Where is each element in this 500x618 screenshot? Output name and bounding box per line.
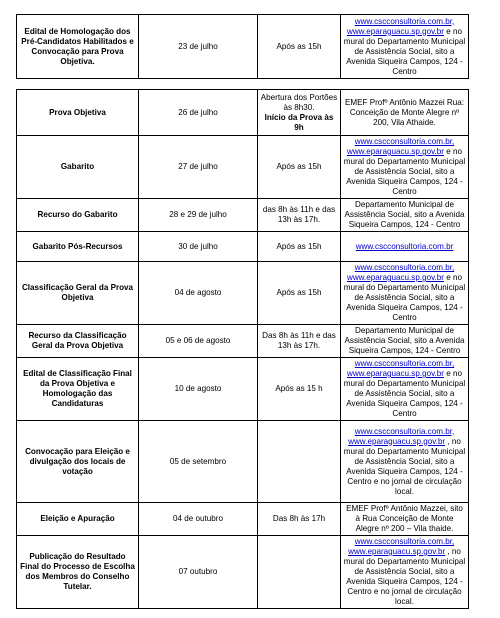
table-row <box>17 503 469 536</box>
eparaguacu-link[interactable]: www.eparaguacu.sp.gov.br <box>346 273 444 282</box>
eparaguacu-link[interactable]: www.eparaguacu.sp.gov.br <box>348 547 446 556</box>
time-cell: Após as 15h <box>258 262 341 325</box>
event-cell: Publicação do Resultado Final do Processo de Escolha dos Membros do Conselho Tutelar. <box>17 536 139 609</box>
date-cell: 10 de agosto <box>139 358 258 421</box>
event-cell: Classificação Geral da Prova Objetiva <box>17 262 139 325</box>
place-text: , no mural do Departamento Municipal de Assistência Social, sito a Avenida Siqueira Campos, 124 - Centro e no jornal de circulação local. <box>343 547 466 606</box>
eparaguacu-link[interactable]: www.eparaguacu.sp.gov.br <box>346 147 444 156</box>
time-cell: das 8h às 11h e das 13h às 17h. <box>258 199 341 232</box>
event-cell: Edital de Classificação Final da Prova Objetiva e Homologação das Candidaturas <box>17 358 139 421</box>
time-cell: Após as 15h <box>258 15 341 79</box>
time-text: Abertura dos Portões às 8h30. <box>260 92 338 112</box>
table-row <box>17 15 469 79</box>
place-cell: EMEF Profº Antônio Mazzei, sito à Rua Conceição de Monte Alegre nº 200 – Vila thaide. <box>341 503 469 536</box>
cscconsultoria-link[interactable]: www.cscconsultoria.com.br, <box>354 137 455 146</box>
cscconsultoria-link[interactable]: www.cscconsultoria.com.br, <box>354 426 455 436</box>
place-cell <box>341 358 469 421</box>
date-cell: 05 e 06 de agosto <box>139 325 258 358</box>
table-row <box>17 262 469 325</box>
time-cell <box>258 421 341 503</box>
date-cell: 04 de agosto <box>139 262 258 325</box>
date-cell: 04 de outubro <box>139 503 258 536</box>
time-cell <box>258 536 341 609</box>
schedule-table-top <box>16 14 469 79</box>
date-cell: 07 outubro <box>139 536 258 609</box>
place-text: e no mural do Departamento Municipal de Assistência Social, sito a Avenida Siqueira Campos, 124 - Centro <box>343 26 466 76</box>
eparaguacu-link[interactable]: www.eparaguacu.sp.gov.br <box>346 369 444 378</box>
place-cell <box>341 262 469 325</box>
table-row <box>17 421 469 503</box>
table-row <box>17 358 469 421</box>
time-cell: Das 8h às 17h <box>258 503 341 536</box>
event-cell: Gabarito <box>17 136 139 199</box>
event-cell: Gabarito Pós-Recursos <box>17 232 139 262</box>
date-cell: 27 de julho <box>139 136 258 199</box>
place-cell: Departamento Municipal de Assistência Social, sito a Avenida Siqueira Campos, 124 - Centro <box>341 199 469 232</box>
date-cell: 26 de julho <box>139 90 258 136</box>
cscconsultoria-link[interactable]: www.cscconsultoria.com.br, <box>354 263 455 272</box>
place-text: e no mural do Departamento Municipal de Assistência Social, sito a Avenida Siqueira Campos, 124 - Centro <box>343 369 466 418</box>
date-cell: 05 de setembro <box>139 421 258 503</box>
table-row <box>17 536 469 609</box>
event-cell: Recurso do Gabarito <box>17 199 139 232</box>
date-cell: 28 e 29 de julho <box>139 199 258 232</box>
place-text: e no mural do Departamento Municipal de Assistência Social, sito a Avenida Siqueira Campos, 124 - Centro <box>343 147 466 196</box>
place-cell: EMEF Profº Antônio Mazzei Rua: Conceição de Monte Alegre nº 200, Vila Athaide. <box>341 90 469 136</box>
schedule-table-main <box>16 89 469 609</box>
event-cell: Recurso da Classificação Geral da Prova Objetiva <box>17 325 139 358</box>
time-bold-text: Início da Prova às 9h <box>264 112 334 132</box>
time-cell: Após as 15h <box>258 232 341 262</box>
place-text: e no mural do Departamento Municipal de Assistência Social, sito a Avenida Siqueira Campos, 124 - Centro <box>343 273 466 322</box>
table-row <box>17 90 469 136</box>
event-cell: Eleição e Apuração <box>17 503 139 536</box>
time-cell <box>258 90 341 136</box>
event-cell: Prova Objetiva <box>17 90 139 136</box>
place-text: , no mural do Departamento Municipal de Assistência Social, sito a Avenida Siqueira Campos, 124 - Centro e no jornal de circulação local. <box>343 436 466 496</box>
place-cell <box>341 536 469 609</box>
event-cell: Convocação para Eleição e divulgação dos locais de votação <box>17 421 139 503</box>
eparaguacu-link[interactable]: www.eparaguacu.sp.gov.br <box>348 436 446 446</box>
place-cell <box>341 15 469 79</box>
eparaguacu-link[interactable]: www.eparaguacu.sp.gov.br <box>346 26 444 36</box>
place-cell <box>341 421 469 503</box>
cscconsultoria-link[interactable]: www.cscconsultoria.com.br, <box>354 537 455 546</box>
time-cell: Das 8h às 11h e das 13h às 17h. <box>258 325 341 358</box>
date-cell: 30 de julho <box>139 232 258 262</box>
place-cell: Departamento Municipal de Assistência Social, sito a Avenida Siqueira Campos, 124 - Centro <box>341 325 469 358</box>
cscconsultoria-link[interactable]: www.cscconsultoria.com.br, <box>354 359 455 368</box>
event-cell: Edital de Homologação dos Pré-Candidatos Habilitados e Convocação para Prova Objetiva. <box>17 15 139 79</box>
date-cell: 23 de julho <box>139 15 258 79</box>
cscconsultoria-link[interactable]: www.cscconsultoria.com.br <box>355 241 454 251</box>
cscconsultoria-link[interactable]: www.cscconsultoria.com.br, <box>354 16 455 26</box>
place-cell <box>341 136 469 199</box>
time-cell: Após as 15 h <box>258 358 341 421</box>
table-row <box>17 325 469 358</box>
table-row <box>17 232 469 262</box>
table-row <box>17 136 469 199</box>
time-cell: Após as 15h <box>258 136 341 199</box>
place-cell <box>341 232 469 262</box>
table-row <box>17 199 469 232</box>
